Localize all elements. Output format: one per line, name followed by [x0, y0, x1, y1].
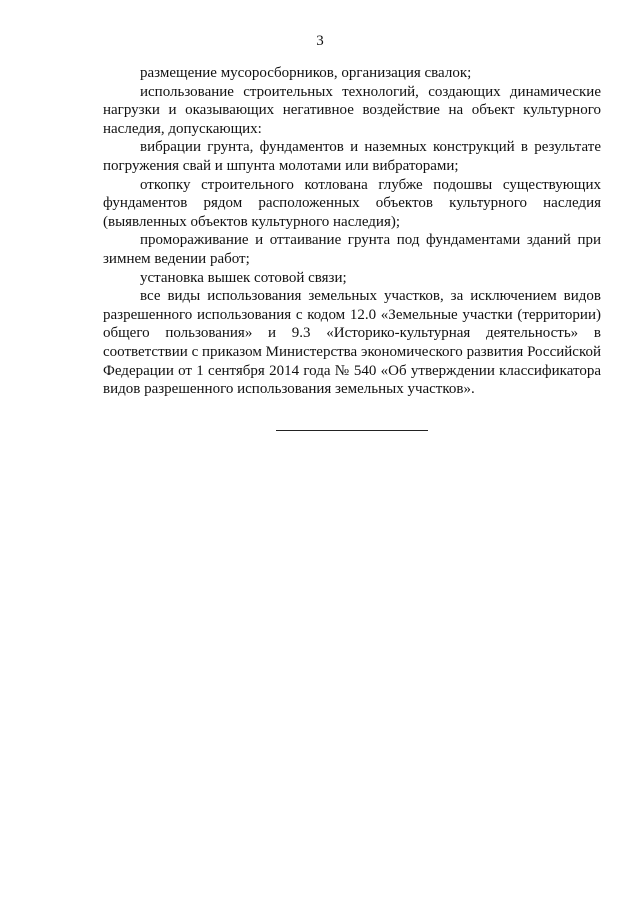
paragraph-construction-technologies: использование строительных технологий, создающих динамические нагрузки и оказывающих негативное воздействие на объект культурного наследия, допускающих: — [103, 83, 601, 137]
document-body — [103, 64, 601, 399]
paragraph-soil-freezing: промораживание и оттаивание грунта под фундаментами зданий при зимнем ведении работ; — [103, 232, 601, 267]
paragraph-soil-vibration: вибрации грунта, фундаментов и наземных конструкций в результате погружения свай и шпунта молотами или вибраторами; — [103, 139, 601, 174]
paragraph-waste-collection: размещение мусоросборников, организация свалок; — [140, 65, 472, 81]
closing-separator-line — [276, 430, 428, 431]
paragraph-land-use-types: все виды использования земельных участков, за исключением видов разрешенного использования с кодом 12.0 «Земельные участки (территории) общего пользования» и 9.3 «Историко-культурная деятельность» в соответствии с приказом Министерства экономического развития Российской Федерации от 1 сентября 2014 года № 540 «Об утверждении классификатора видов разрешенного использования земельных участков». — [103, 288, 601, 398]
page-number: 3 — [316, 33, 324, 49]
paragraph-pit-excavation: откопку строительного котлована глубже подошвы существующих фундаментов рядом расположенных объектов культурного наследия (выявленных объектов культурного наследия); — [103, 176, 601, 230]
paragraph-cell-towers: установка вышек сотовой связи; — [140, 269, 347, 286]
